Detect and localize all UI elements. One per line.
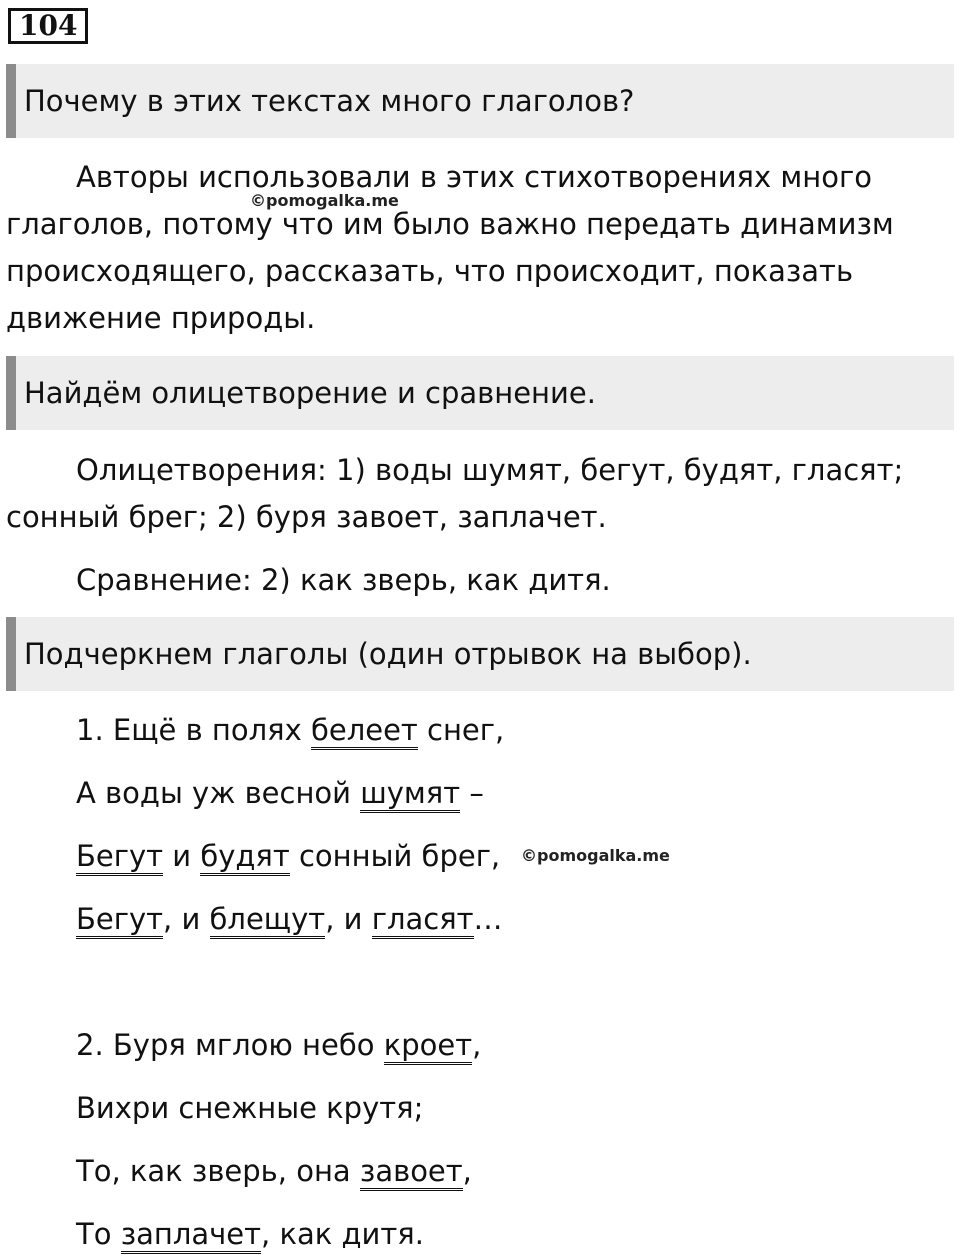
verb-underline: шумят xyxy=(360,776,460,813)
poem1-line-1: 1. Ещё в полях белеет снег, xyxy=(76,710,504,750)
answer-paragraph-1: Авторы использовали в этих стихотворениях много глаголов, потому что им было важно передать динамизм происходящего, рассказать, что происходит, показать движение природы. xyxy=(6,160,894,335)
watermark-2: ©pomogalka.me xyxy=(521,846,670,865)
verb-underline: гласят xyxy=(372,902,474,939)
answer-paragraph-comparison: Сравнение: 2) как зверь, как дитя. xyxy=(76,563,611,597)
poem2-line-2: Вихри снежные крутя; xyxy=(76,1091,424,1125)
question-text-1: Почему в этих текстах много глаголов? xyxy=(24,84,635,118)
poem1-line-4: Бегут, и блещут, и гласят… xyxy=(76,899,503,939)
question-bar-2 xyxy=(6,356,954,430)
question-text-3: Подчеркнем глаголы (один отрывок на выбор). xyxy=(24,637,752,671)
watermark-1: ©pomogalka.me xyxy=(250,191,399,210)
question-text-2: Найдём олицетворение и сравнение. xyxy=(24,376,596,410)
verb-underline: заплачет xyxy=(121,1217,261,1254)
poem2-line-3: То, как зверь, она завоет, xyxy=(76,1151,472,1191)
verb-underline: кроет xyxy=(384,1028,472,1065)
poem2-line-4: То заплачет, как дитя. xyxy=(76,1214,424,1254)
answer-paragraph-personification: Олицетворения: 1) воды шумят, бегут, будят, гласят; сонный брег; 2) буря завоет, заплачет. xyxy=(6,453,904,534)
verb-underline: блещут xyxy=(210,902,326,939)
question-bar-1 xyxy=(6,64,954,138)
poem1-line-3: Бегут и будят сонный брег, xyxy=(76,836,500,876)
question-bar-3 xyxy=(6,617,954,691)
verb-underline: белеет xyxy=(311,713,418,750)
verb-underline: Бегут xyxy=(76,839,163,876)
verb-underline: будят xyxy=(200,839,289,876)
verb-underline: завоет xyxy=(360,1154,463,1191)
task-number: 104 xyxy=(8,8,88,44)
verb-underline: Бегут xyxy=(76,902,163,939)
poem2-line-1: 2. Буря мглою небо кроет, xyxy=(76,1025,481,1065)
poem1-line-2: А воды уж весной шумят – xyxy=(76,773,484,813)
